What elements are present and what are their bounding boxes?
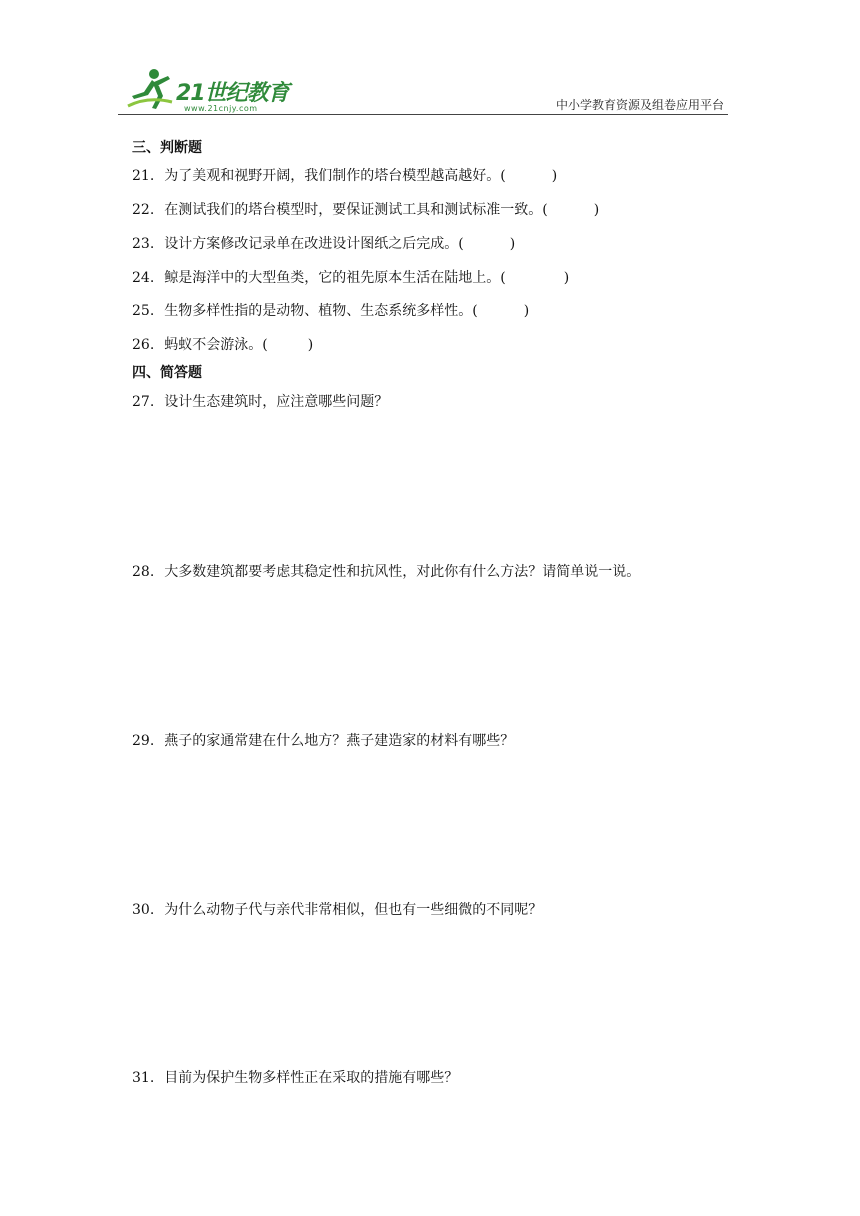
question-close-paren: )	[551, 168, 558, 184]
question-close-paren: )	[593, 202, 600, 218]
judge-question-22	[132, 199, 599, 219]
runner-logo-icon	[124, 66, 176, 112]
header-divider	[118, 114, 728, 115]
page-header	[118, 62, 728, 118]
question-close-paren: )	[307, 337, 314, 353]
short-question-28	[132, 561, 640, 581]
question-text: 设计方案修改记录单在改进设计图纸之后完成。(	[164, 236, 464, 252]
judge-question-26	[132, 334, 313, 354]
question-number: 27.	[132, 394, 155, 410]
question-number: 21.	[132, 168, 155, 184]
short-question-31	[132, 1067, 458, 1087]
question-text: 大多数建筑都要考虑其稳定性和抗风性，对此你有什么方法？请简单说一说。	[164, 564, 641, 580]
question-close-paren: )	[523, 303, 530, 319]
question-close-paren: )	[509, 236, 516, 252]
question-number: 26.	[132, 337, 155, 353]
question-text: 在测试我们的塔台模型时，要保证测试工具和测试标准一致。(	[164, 202, 548, 218]
judge-question-24	[132, 267, 569, 287]
question-text: 蚂蚁不会游泳。(	[164, 337, 268, 353]
section-title-judge: 三、判断题	[132, 140, 202, 156]
question-text: 设计生态建筑时，应注意哪些问题？	[164, 394, 389, 410]
question-text: 生物多样性指的是动物、植物、生态系统多样性。(	[164, 303, 478, 319]
section-title-short: 四、简答题	[132, 365, 202, 381]
platform-title: 中小学教育资源及组卷应用平台	[555, 98, 724, 112]
question-number: 28.	[132, 564, 155, 580]
question-number: 22.	[132, 202, 155, 218]
question-number: 23.	[132, 236, 155, 252]
short-question-29	[132, 730, 514, 750]
question-text: 燕子的家通常建在什么地方？燕子建造家的材料有哪些？	[164, 733, 515, 749]
judge-question-23	[132, 233, 515, 253]
logo	[124, 66, 304, 116]
question-close-paren: )	[563, 270, 570, 286]
question-number: 31.	[132, 1070, 155, 1086]
logo-url: www.21cnjy.com	[184, 104, 258, 113]
question-number: 24.	[132, 270, 155, 286]
short-question-30	[132, 899, 542, 919]
question-text: 目前为保护生物多样性正在采取的措施有哪些？	[164, 1070, 459, 1086]
judge-question-21	[132, 165, 557, 185]
judge-question-25	[132, 300, 529, 320]
question-text: 为什么动物子代与亲代非常相似，但也有一些细微的不同呢？	[164, 902, 543, 918]
short-question-27	[132, 391, 388, 411]
question-number: 29.	[132, 733, 155, 749]
question-text: 为了美观和视野开阔，我们制作的塔台模型越高越好。(	[164, 168, 506, 184]
question-text: 鲸是海洋中的大型鱼类，它的祖先原本生活在陆地上。(	[164, 270, 506, 286]
logo-text: 21世纪教育	[176, 81, 289, 106]
question-number: 30.	[132, 902, 155, 918]
question-number: 25.	[132, 303, 155, 319]
